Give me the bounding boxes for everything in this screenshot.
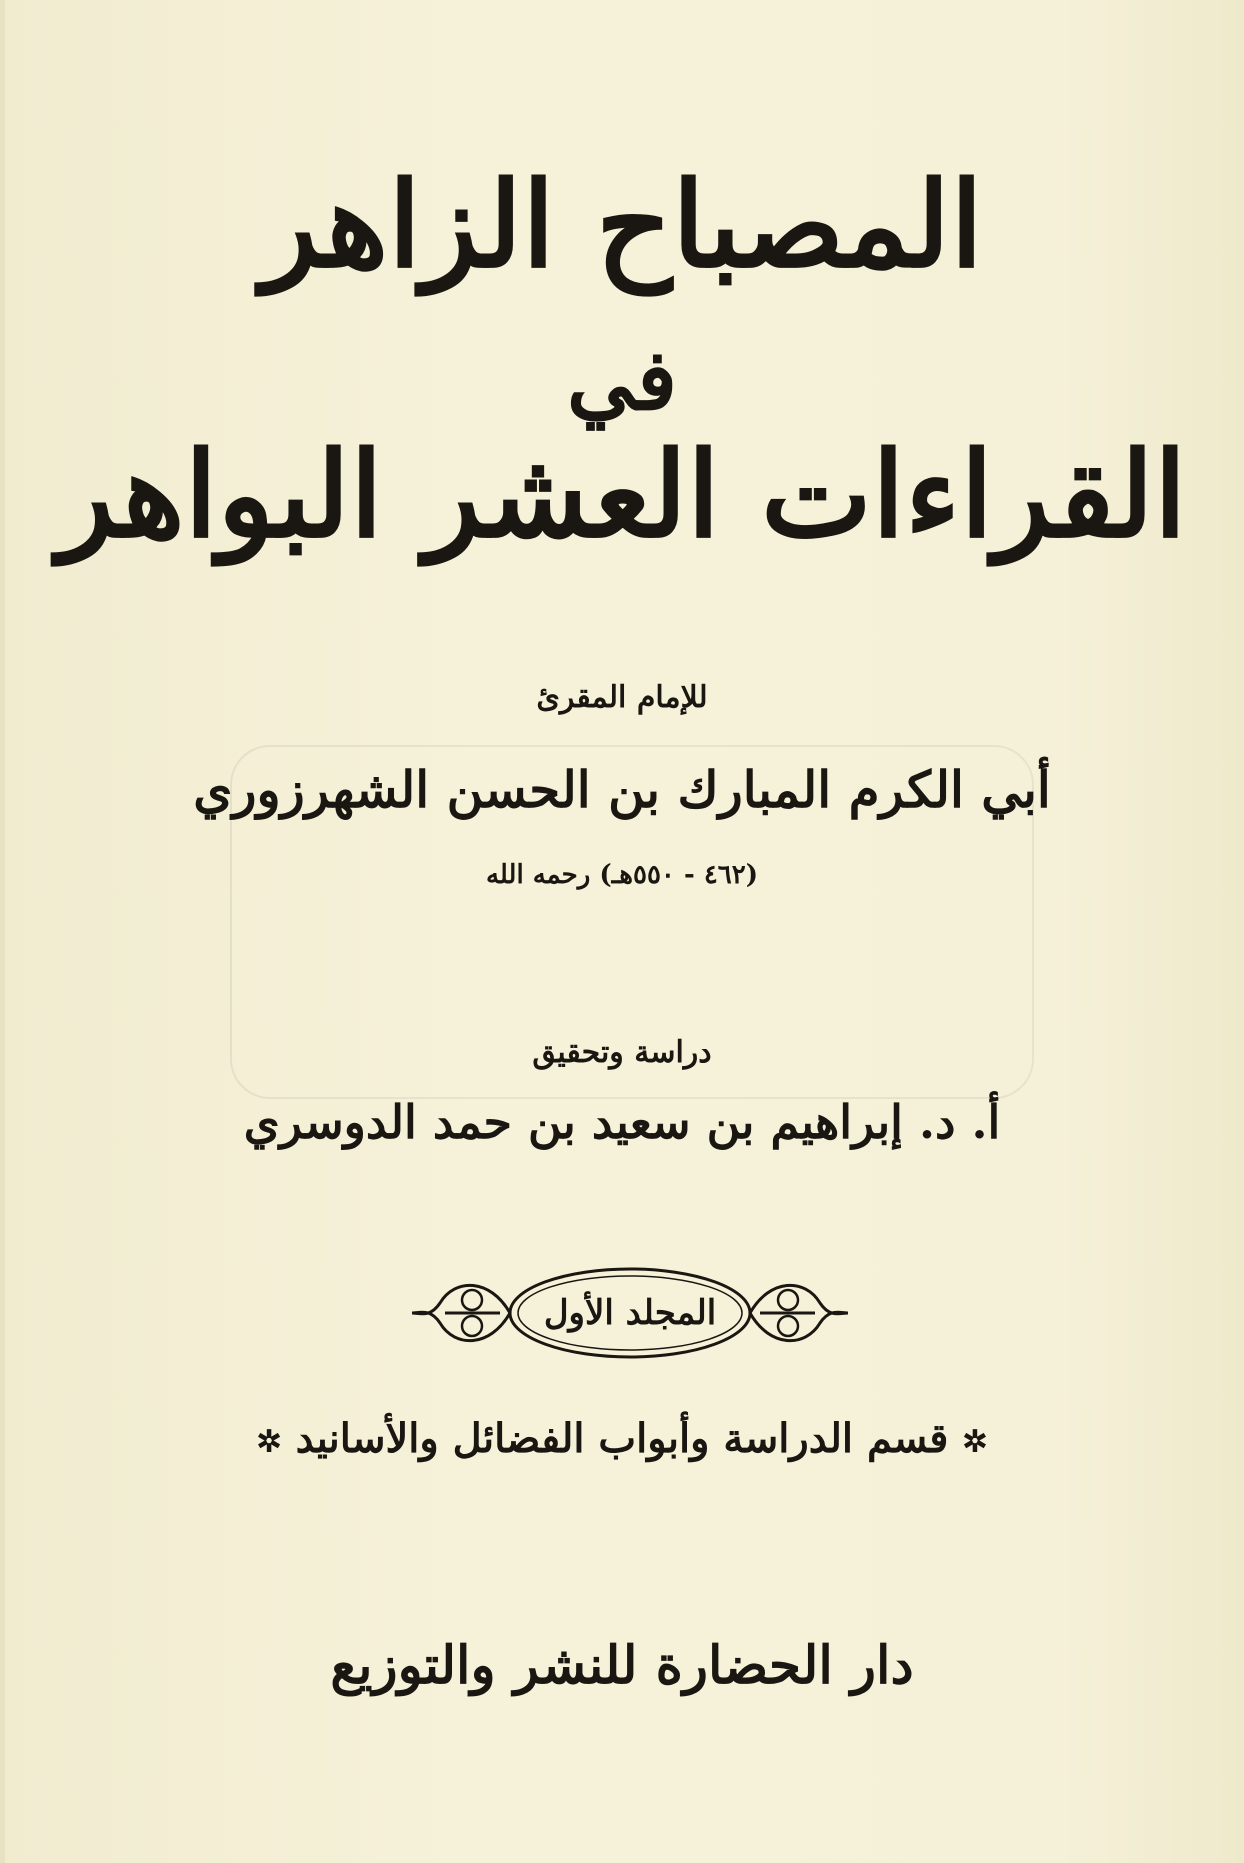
volume-label: المجلد الأول: [543, 1293, 717, 1333]
publisher-name: دار الحضارة للنشر والتوزيع: [330, 1635, 914, 1696]
editor-name: أ. د. إبراهيم بن سعيد بن حمد الدوسري: [243, 1095, 1001, 1149]
main-title-line-1: المصباح الزاهر: [260, 155, 984, 294]
author-name: أبي الكرم المبارك بن الحسن الشهرزوري: [193, 760, 1051, 819]
volume-cartouche: [410, 1258, 850, 1368]
star-ornament-icon: ✲: [256, 1424, 282, 1460]
star-ornament-icon: ✲: [962, 1424, 988, 1460]
title-connector: في: [566, 330, 678, 429]
editor-label: دراسة وتحقيق: [532, 1035, 712, 1070]
author-prefix: للإمام المقرئ: [536, 680, 708, 715]
section-heading: [0, 1415, 1244, 1462]
section-text: قسم الدراسة وأبواب الفضائل والأسانيد: [295, 1415, 949, 1462]
main-title-line-2: القراءات العشر البواهر: [57, 425, 1187, 564]
author-dates: (٤٦٢ - ٥٥٠هـ) رحمه الله: [485, 860, 759, 890]
